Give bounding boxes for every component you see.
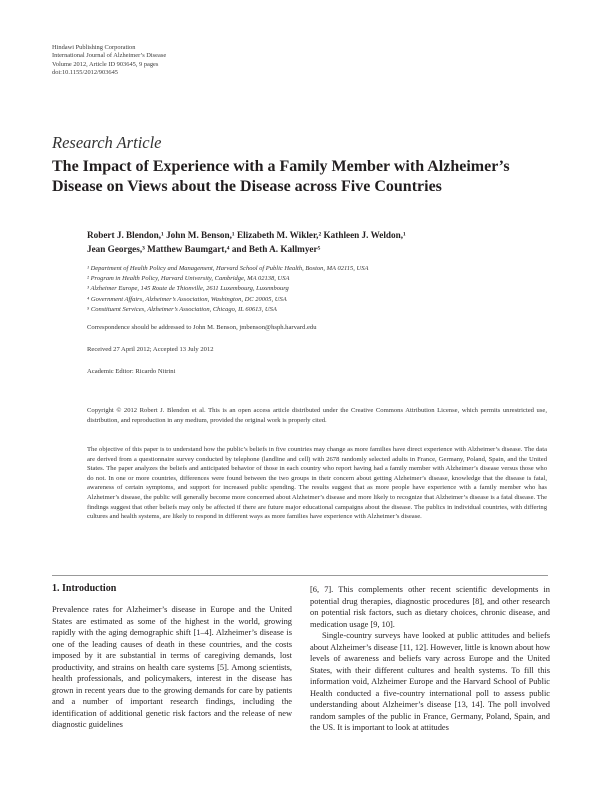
affiliation-3: ³ Alzheimer Europe, 145 Route de Thionville, 2611 Luxembourg, Luxembourg [87,285,289,293]
title-line-1: The Impact of Experience with a Family Member with Alzheimer’s [52,158,510,175]
authors-line-1: Robert J. Blendon,¹ John M. Benson,¹ Elizabeth M. Wikler,² Kathleen J. Weldon,¹ [87,230,406,240]
abstract: The objective of this paper is to understand how the public’s beliefs in five countries may change as more families have direct experience with Alzheimer’s disease. The data are derived from a questionnaire survey conducted by telephone (landline and cell) with 2678 randomly selected adults in France, Germany, Poland, Spain, and the United States. The paper analyzes the beliefs and anticipated behavior of those in each country who report having had a family member with Alzheimer’s disease versus those who do not. In one or more countries, differences were found between the two groups in their concern about getting Alzheimer’s disease, knowledge that the disease is fatal, awareness of certain symptoms, and support for increased public spending. The results suggest that as more people have experience with a family member who has Alzheimer’s disease, the public will generally become more concerned about Alzheimer’s disease and more likely to recognize that Alzheimer’s disease is a fatal disease. The findings suggest that other beliefs may only be affected if there are future major educational campaigns about the disease. The publics in individual countries, with differing cultures and health systems, are likely to respond in different ways as more families have experience with Alzheimer’s disease. [87,446,547,521]
article-title [52,157,572,196]
copyright-notice: Copyright © 2012 Robert J. Blendon et al. This is an open access article distributed under the Creative Commons Attribution License, which permits unrestricted use, distribution, and reproduction in any medium, provided the original work is properly cited. [87,407,547,424]
correspondence: Correspondence should be addressed to John M. Benson, jmbenson@hsph.harvard.edu [87,324,317,331]
section-heading: 1. Introduction [52,583,117,594]
journal-header [52,44,166,78]
doi: doi:10.1155/2012/903645 [52,69,118,77]
author-list [87,228,567,256]
publisher-name: Hindawi Publishing Corporation [52,44,136,51]
authors-line-2: Jean Georges,³ Matthew Baumgart,⁴ and Beth A. Kallmyer⁵ [87,244,321,254]
intro-paragraph-1: Prevalence rates for Alzheimer’s disease in Europe and the United States are estimated as some of the highest in the world, growing rapidly with the aging demographic shift [1–4]. Alzheimer’s disease is one of the leading causes of death in these countries, and the costs imposed by it are substantial in terms of caregiving demands, lost productivity, and strains on health care systems [5]. Among scientists, health professionals, and policymakers, interest in the disease has grown in recent years due to the growing demands for care by patients and a number of important research findings, including the identification of additional genetic risk factors and the release of new diagnostic guidelines [52,605,292,729]
affiliation-2: ² Program in Health Policy, Harvard University, Cambridge, MA 02138, USA [87,275,290,283]
academic-editor: Academic Editor: Ricardo Nitrini [87,368,176,375]
affiliations [87,264,368,315]
volume-info: Volume 2012, Article ID 903645, 9 pages [52,60,159,68]
received-accepted-dates: Received 27 April 2012; Accepted 13 July 2012 [87,346,214,353]
intro-paragraph-1-continued: [6, 7]. This complements other recent scientific developments in potential drug therapies, diagnostic procedures [8], and other research on potential risk factors, such as dietary choices, chronic disease, and medication usage [9, 10]. [310,585,550,629]
left-column [52,604,292,731]
affiliation-1: ¹ Department of Health Policy and Management, Harvard School of Public Health, Boston, MA 02115, USA [87,265,369,272]
divider [52,575,548,576]
journal-name: International Journal of Alzheimer’s Disease [52,52,167,60]
title-line-2: Disease on Views about the Disease across Five Countries [52,177,442,195]
intro-paragraph-2: Single-country surveys have looked at public attitudes and beliefs about Alzheimer’s disease [11, 12]. However, little is known about how levels of awareness and beliefs vary across Europe and the United States, with their different cultures and health systems. To fill this information void, Alzheimer Europe and the Harvard School of Public Health conducted a five-country international poll to assess public understanding about Alzheimer’s disease [13, 14]. The poll involved random samples of the public in France, Germany, Poland, Spain, and the US. It is important to look at attitudes [310,631,550,732]
right-column [310,584,550,734]
affiliation-5: ⁵ Constituent Services, Alzheimer’s Association, Chicago, IL 60613, USA [87,305,277,313]
affiliation-4: ⁴ Government Affairs, Alzheimer’s Association, Washington, DC 20005, USA [87,295,287,303]
article-type: Research Article [52,133,162,152]
